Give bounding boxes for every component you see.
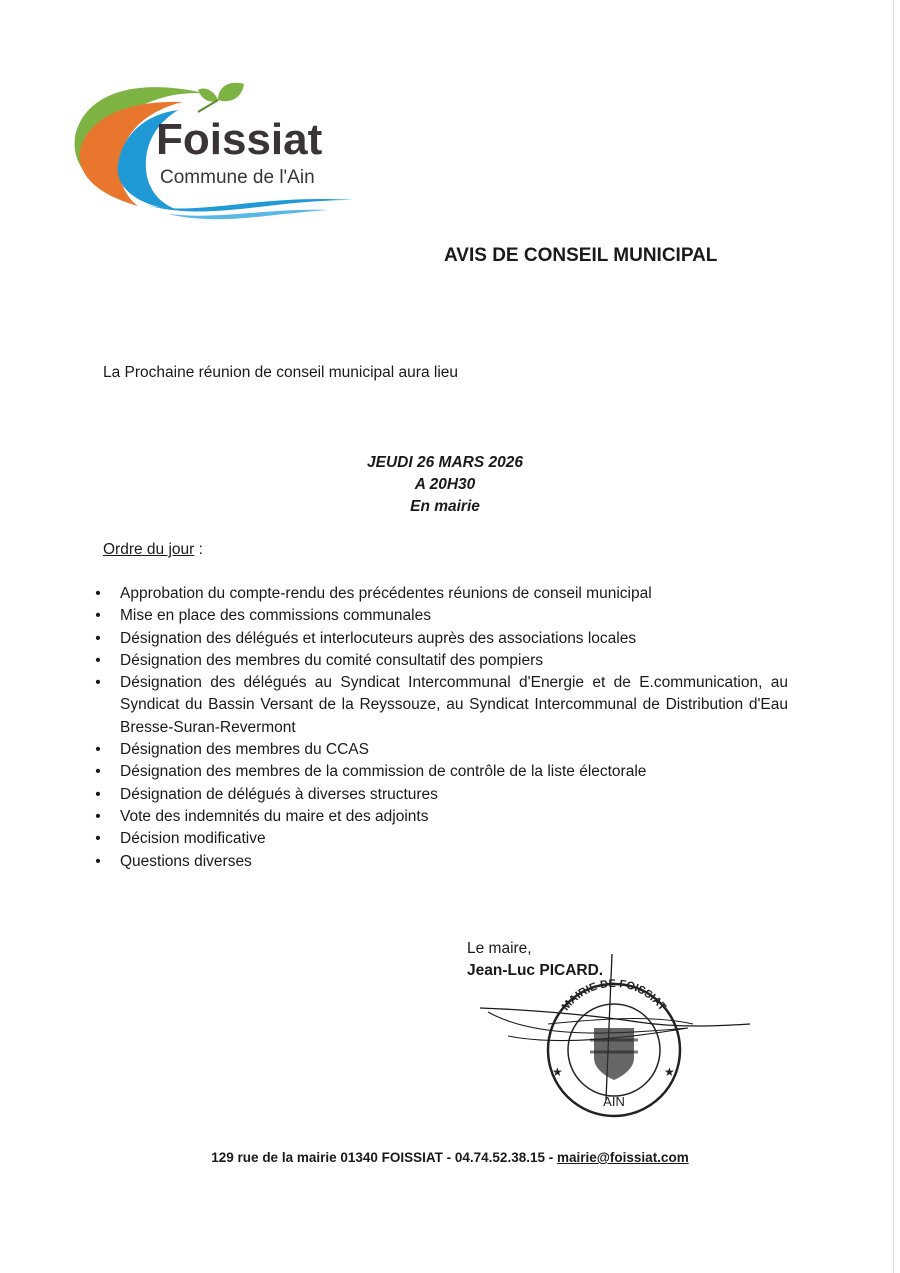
logo-name: Foissiat bbox=[156, 115, 323, 164]
meeting-place: En mairie bbox=[410, 498, 480, 515]
bullet-icon: • bbox=[95, 852, 101, 870]
agenda-item bbox=[92, 784, 788, 806]
bullet-icon: • bbox=[95, 741, 101, 759]
stamp-top-text: MAIRIE DE FOISSIAT bbox=[559, 977, 669, 1014]
bullet-icon: • bbox=[95, 585, 101, 602]
agenda-item-text: Approbation du compte-rendu des précédentes réunions de conseil municipal bbox=[120, 585, 652, 602]
agenda-item-text: Désignation des délégués et interlocuteurs auprès des associations locales bbox=[120, 629, 637, 647]
bullet-icon: • bbox=[95, 629, 101, 647]
bullet-icon: • bbox=[95, 830, 101, 848]
agenda-item-text: Désignation de délégués à diverses structures bbox=[120, 785, 438, 803]
meeting-date: JEUDI 26 MARS 2026 bbox=[367, 454, 523, 471]
agenda-item bbox=[92, 583, 788, 605]
intro-text: La Prochaine réunion de conseil municipal aura lieu bbox=[103, 364, 459, 381]
agenda-heading-colon: : bbox=[194, 541, 203, 558]
agenda-item-text: Mise en place des commissions communales bbox=[120, 607, 431, 625]
agenda-item bbox=[92, 672, 788, 739]
agenda-item bbox=[92, 806, 788, 828]
agenda-list bbox=[92, 583, 788, 873]
agenda-item bbox=[92, 650, 788, 672]
meeting-time: A 20H30 bbox=[414, 476, 476, 493]
agenda-item bbox=[92, 739, 788, 761]
commune-logo bbox=[68, 72, 368, 222]
bullet-icon: • bbox=[95, 763, 101, 781]
meeting-details bbox=[300, 452, 590, 518]
bullet-icon: • bbox=[95, 607, 101, 625]
footer bbox=[0, 1150, 900, 1165]
agenda-item-text: Désignation des membres du comité consultatif des pompiers bbox=[120, 651, 544, 669]
agenda-item-text: Désignation des membres de la commission de contrôle de la liste électorale bbox=[120, 763, 647, 781]
svg-text:★: ★ bbox=[552, 1065, 563, 1079]
footer-address: 129 rue de la mairie 01340 FOISSIAT - 04.74.52.38.15 - bbox=[211, 1150, 557, 1165]
agenda-heading bbox=[103, 541, 203, 559]
agenda-item bbox=[92, 851, 788, 873]
bullet-icon: • bbox=[95, 807, 101, 825]
agenda-item-text: Décision modificative bbox=[120, 830, 266, 848]
agenda-item bbox=[92, 761, 788, 783]
footer-email-link[interactable]: mairie@foissiat.com bbox=[556, 1150, 689, 1165]
signature-role: Le maire, bbox=[467, 940, 532, 957]
agenda-heading-label: Ordre du jour bbox=[103, 541, 195, 558]
svg-text:★: ★ bbox=[664, 1065, 675, 1079]
official-stamp bbox=[478, 950, 758, 1120]
agenda-item-text: Désignation des délégués au Syndicat Intercommunal d'Energie et de E.communication, au Syndicat du Bassin Versant de la Reyssouze, au Syndicat Intercommunal de Distribution d'Eau Bresse-Suran-Revermont bbox=[120, 674, 788, 736]
agenda-item bbox=[92, 628, 788, 650]
stamp-bottom-text: AIN bbox=[603, 1094, 625, 1109]
agenda-item-text: Questions diverses bbox=[120, 852, 252, 870]
bullet-icon: • bbox=[95, 785, 101, 803]
agenda-item bbox=[92, 828, 788, 850]
bullet-icon: • bbox=[95, 674, 101, 692]
signature-name: Jean-Luc PICARD. bbox=[467, 962, 604, 979]
page-edge bbox=[893, 0, 894, 1273]
bullet-icon: • bbox=[95, 651, 101, 669]
agenda-item-text: Vote des indemnités du maire et des adjoints bbox=[120, 807, 429, 825]
agenda-item bbox=[92, 605, 788, 627]
document-title: AVIS DE CONSEIL MUNICIPAL bbox=[444, 245, 718, 266]
agenda-item-text: Désignation des membres du CCAS bbox=[120, 741, 369, 759]
logo-subtitle: Commune de l'Ain bbox=[160, 167, 315, 188]
